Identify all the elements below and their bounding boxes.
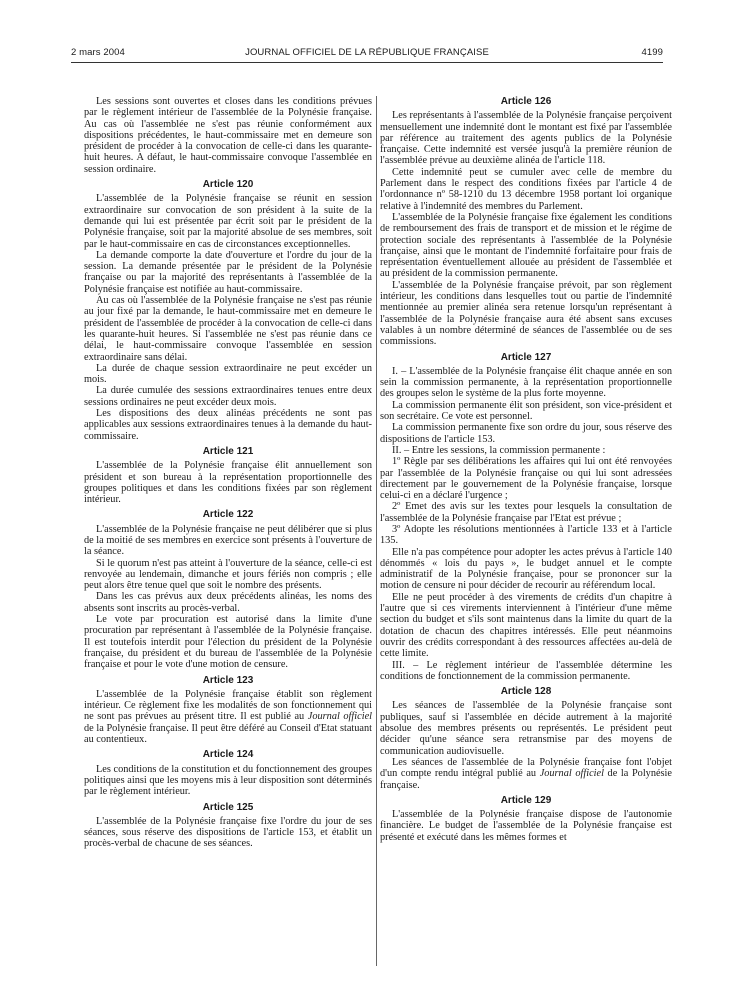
journal-officiel-italic: Journal officiel: [539, 768, 604, 780]
article-127-p6: 2º Emet des avis sur les textes pour lesquels la consultation de l'assemblée de la Polynésie française par l'Etat est prévue ;: [380, 501, 672, 524]
article-127-p2: La commission permanente élit son président, son vice-président et son secrétaire. Ce vote est personnel.: [380, 399, 672, 423]
article-123-p1: L'assemblée de la Polynésie française établit son règlement intérieur. Ce règlement fixe les modalités de son fonctionnement qui ne sont pas prévues au présent titre. Il est publié au Journal officiel de la Polynésie française. Il peut être déféré au Conseil d'Etat statuant au contentieux.: [84, 688, 372, 746]
left-column: [84, 96, 372, 850]
article-120-p1: L'assemblée de la Polynésie française se réunit en session extraordinaire sur convocation de son président à la suite de la demande qui lui est présentée par écrit soit par le président de la Polynésie française, soit par la majorité absolue de ses membres, soit par le haut-commissaire en cas de circonstances exceptionnelles.: [84, 193, 372, 250]
article-122-p4: Le vote par procuration est autorisé dans la limite d'une procuration par représentant à l'assemblée de la Polynésie française. Il est toutefois interdit pour l'élection du président de la Polynésie française, du président et du bureau de l'assemblée de la Polynésie française et pour le vote d'une motion de censure.: [84, 614, 372, 671]
article-127-title: Article 127: [500, 351, 552, 363]
journal-officiel-italic: Journal officiel: [307, 711, 372, 723]
article-127-p1: I. – L'assemblée de la Polynésie française élit chaque année en son sein la commission permanente, à la représentation proportionnelle des groupes selon le système de la plus forte moyenne.: [380, 365, 672, 400]
article-126-title: Article 126: [500, 96, 552, 107]
article-122-title: Article 122: [202, 509, 254, 521]
article-120-p6: Les dispositions des deux alinéas précédents ne sont pas applicables aux sessions extraordinaires tenues à la demande du haut-commissaire.: [84, 408, 372, 442]
page-header: [71, 47, 663, 61]
article-122-p2: Si le quorum n'est pas atteint à l'ouverture de la séance, celle-ci est renvoyée au lendemain, dimanche et jours fériés non compris ; elle peut alors être tenue quel que soit le nombre des présents.: [84, 557, 372, 592]
article-127-p9: Elle ne peut procéder à des virements de crédits d'un chapitre à l'autre que si ces virements interviennent à l'intérieur d'une même section du budget et s'ils sont maintenus dans la limite du quart de la dotation de chacun des chapitres intéressés. Elle peut néanmoins ouvrir des crédits correspondant à des ressources affectées au-delà de cette limite.: [380, 591, 672, 660]
article-127-p4: II. – Entre les sessions, la commission permanente :: [392, 444, 606, 456]
article-121-title: Article 121: [202, 445, 254, 457]
article-120-p4: La durée de chaque session extraordinaire ne peut excéder un mois.: [84, 362, 372, 386]
article-126-p4: L'assemblée de la Polynésie française prévoit, par son règlement intérieur, les conditions dans lesquelles tout ou partie de l'indemnité mentionnée au premier alinéa sera retenue lorsqu'un représentant à l'assemblée de la Polynésie française aura été absent sans excuses valables à un nombre déterminé de séances de l'assemblée ou de ses commissions.: [380, 279, 672, 348]
header-rule: [71, 62, 663, 63]
article-127-p10: III. – Le règlement intérieur de l'assemblée détermine les conditions de fonctionnement de la commission permanente.: [380, 659, 672, 682]
article-125-title: Article 125: [202, 801, 254, 813]
article-126-p2: Cette indemnité peut se cumuler avec celle de membre du Parlement dans le respect des conditions fixées par l'article 4 de l'ordonnance nº 58-1210 du 13 décembre 1958 portant loi organique relative à l'indemnité des membres du Parlement.: [380, 166, 672, 212]
article-124-title: Article 124: [202, 749, 254, 761]
article-129-title: Article 129: [500, 794, 552, 806]
header-page-number: 4199: [641, 47, 663, 58]
article-126-p1: Les représentants à l'assemblée de la Polynésie française perçoivent mensuellement une indemnité dont le montant est fixé par l'assemblée par référence au traitement des agents publics de la Polynésie française. Cette indemnité est versée jusqu'à la première réunion de l'assemblée prévue au deuxième alinéa de l'article 118.: [380, 110, 672, 167]
article-129-p1: L'assemblée de la Polynésie française dispose de l'autonomie financière. Le budget de l'assemblée de la Polynésie française est présenté et exécuté dans les mêmes formes et: [380, 809, 672, 843]
article-124-p1: Les conditions de la constitution et du fonctionnement des groupes politiques ainsi que les moyens mis à leur disposition sont déterminés par le règlement intérieur.: [84, 763, 372, 798]
intro-paragraph: Les sessions sont ouvertes et closes dans les conditions prévues par le règlement intérieur de l'assemblée de la Polynésie française. Au cas où l'assemblée ne s'est pas réunie conformément aux dispositions précédentes, le haut-commissaire met en demeure son président de procéder à la convocation de celle-ci dans les quarante-huit heures. A défaut, le haut-commissaire convoque l'assemblée en session ordinaire.: [84, 96, 372, 175]
article-127-p5: 1º Règle par ses délibérations les affaires qui lui ont été renvoyées par l'assemblée de la Polynésie française ou qui lui sont adressées directement par le gouvernement de la Polynésie française, lorsque celui-ci en a déclaré l'urgence ;: [380, 456, 672, 502]
article-120-p5: La durée cumulée des sessions extraordinaires tenues entre deux sessions ordinaires ne peut excéder deux mois.: [84, 385, 372, 408]
article-128-p1: Les séances de l'assemblée de la Polynésie française sont publiques, sauf si l'assemblée en décide autrement à la majorité absolue des membres présents ou représentés. Le président peut décider qu'une séance sera retransmise par des moyens de communication audiovisuelle.: [380, 700, 672, 757]
article-122-p3: Dans les cas prévus aux deux précédents alinéas, les noms des absents sont inscrits au procès-verbal.: [84, 591, 372, 614]
article-120-p2: La demande comporte la date d'ouverture et l'ordre du jour de la session. La demande présentée par le président de la Polynésie française ou par la majorité des représentants à l'assemblée de la Polynésie française est notifiée au haut-commissaire.: [84, 249, 372, 295]
article-120-p3: Au cas où l'assemblée de la Polynésie française ne s'est pas réunie au jour fixé par la demande, le haut-commissaire met en demeure le président de l'assemblée de procéder à la convocation de celle-ci dans les quarante-huit heures. Si l'assemblée ne s'est pas réunie dans ce délai, le haut-commissaire convoque l'assemblée en session extraordinaire sans délai.: [84, 295, 372, 363]
article-126-p3: L'assemblée de la Polynésie française fixe également les conditions de remboursement des frais de transport et de mission et le régime de protection sociale des représentants à l'assemblée de la Polynésie française, ainsi que le montant de l'indemnité forfaitaire pour frais de représentation éventuellement allouée au président de l'assemblée et au président de la commission permanente.: [380, 211, 672, 280]
header-journal-title: JOURNAL OFFICIEL DE LA RÉPUBLIQUE FRANÇAISE: [245, 47, 489, 58]
article-122-p1: L'assemblée de la Polynésie française ne peut délibérer que si plus de la moitié de ses membres en exercice sont présents à l'ouverture de la séance.: [84, 523, 372, 558]
article-127-p3: La commission permanente fixe son ordre du jour, sous réserve des dispositions de l'article 153.: [380, 422, 672, 445]
article-128-p2: Les séances de l'assemblée de la Polynésie française font l'objet d'un compte rendu intégral publié au Journal officiel de la Polynésie française.: [380, 756, 672, 791]
article-120-title: Article 120: [202, 179, 254, 191]
article-127-p7: 3º Adopte les résolutions mentionnées à l'article 133 et à l'article 135.: [380, 523, 672, 547]
right-column: [380, 96, 672, 843]
header-date: 2 mars 2004: [71, 47, 125, 58]
column-divider: [376, 96, 377, 966]
article-127-p8: Elle n'a pas compétence pour adopter les actes prévus à l'article 140 dénommés « lois du pays », le budget annuel et le compte administratif de la Polynésie française, pour se prononcer sur la motion de censure ni pour décider de recourir au référendum local.: [380, 546, 672, 592]
article-125-p1: L'assemblée de la Polynésie française fixe l'ordre du jour de ses séances, sous réserve des dispositions de l'article 153, et établit un procès-verbal de chacune de ses séances.: [84, 815, 372, 850]
article-128-title: Article 128: [500, 686, 552, 698]
article-123-title: Article 123: [202, 674, 254, 686]
article-121-p1: L'assemblée de la Polynésie française élit annuellement son président et son bureau à la représentation proportionnelle des groupes politiques et dans les conditions fixées par son règlement intérieur.: [84, 460, 372, 506]
